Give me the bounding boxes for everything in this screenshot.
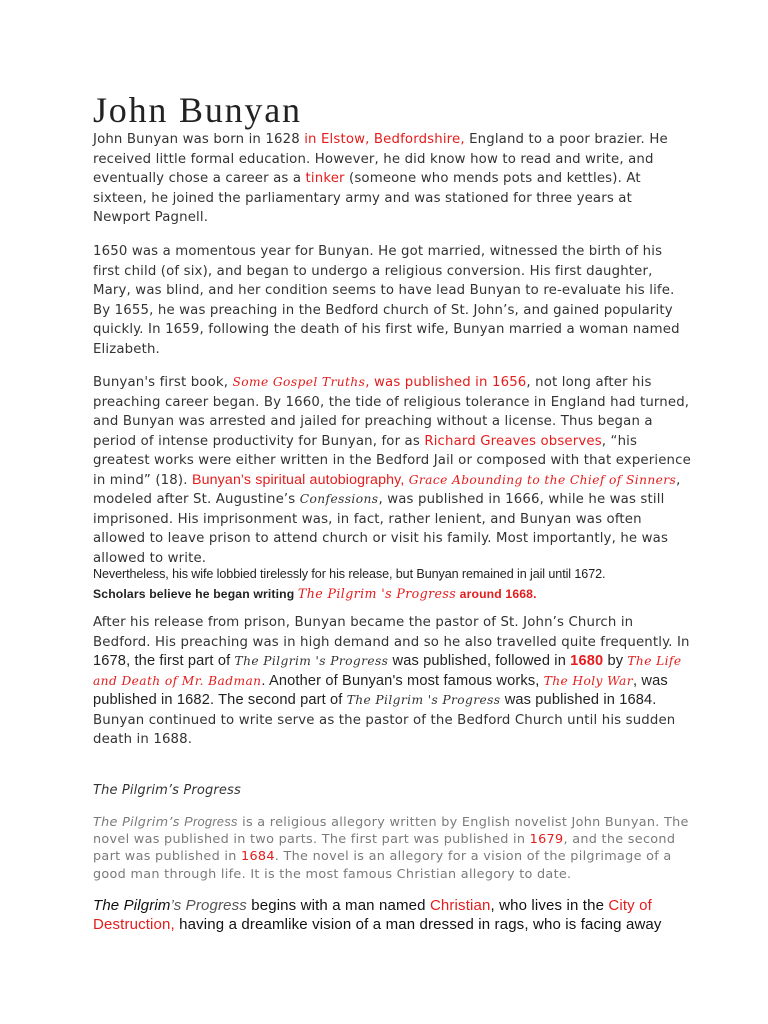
paragraph-1650: 1650 was a momentous year for Bunyan. He got married, witnessed the birth of his first child (of six), and began to undergo a religious conversion. His first daughter, Mary, was blind, and her condition seems to have lead Bunyan to re-evaluate his life. By 1655, he was preaching in the Bedford church of St. John’s, and gained popularity quickly. In 1659, following the death of his first wife, Bunyan married a woman named Elizabeth. — [93, 244, 680, 357]
paragraph-birth — [93, 130, 693, 228]
text-run: , and the second part was published in — [93, 832, 676, 865]
book-title-confessions: Confessions — [299, 492, 379, 506]
book-title-pilgrims-progress: The Pilgrim’s — [93, 815, 185, 830]
term-tinker: tinker — [305, 171, 345, 186]
text-run: was published in 1684. — [500, 692, 657, 708]
text-run: After his release from prison, Bunyan became the pastor of St. John’s Church in Bedford. His preaching was in high demand and so he also travelled quite frequently. In — [93, 615, 690, 650]
text-run: . Another of Bunyan's most famous works, — [261, 672, 544, 689]
text-run: John Bunyan was born in 1628 — [93, 132, 305, 147]
text-run: was published, followed in — [388, 653, 571, 669]
text-run-red: , was published in 1656 — [365, 375, 527, 390]
text-run: , was published in 1666, while he was still imprisoned. His imprisonment was, in fact, rather lenient, and Bunyan was often allowed to leave prison to attend church or visit his family. Most importantly, he was allowed to write. — [93, 492, 669, 566]
book-title-pilgrims-progress: The Pilgrim 's Progress — [297, 586, 457, 601]
book-title-pilgrims-progress: Progress — [184, 814, 238, 829]
page-title: John Bunyan — [93, 90, 302, 130]
text-run: begins with a man named — [246, 897, 430, 914]
book-title-pilgrims-progress: The Pilgrim — [93, 897, 171, 914]
text-run: Bunyan's first book, — [93, 375, 233, 390]
text-run: 1678, the first part of — [93, 653, 235, 669]
book-title-grace-abounding: Grace Abounding to the Chief of Sinners — [404, 472, 677, 487]
paragraph-release-lobby: Nevertheless, his wife lobbied tirelessly for his release, but Bunyan remained in jail until 1672. — [93, 567, 606, 581]
year-1679: 1679 — [529, 832, 564, 848]
text-run: England to a poor brazier. He received little formal education. However, he did know how to read and write, and eventually chose a career as a — [93, 132, 668, 186]
text-run: Scholars believe he began writing — [93, 587, 298, 601]
character-christian: Christian — [429, 897, 491, 914]
section-heading-pilgrims-progress: The Pilgrim’s Progress — [93, 783, 241, 798]
text-run: (someone who mends pots and kettles). At sixteen, he joined the parliamentary army and was stationed for three years at Newport Pagnell. — [93, 171, 641, 225]
book-title-pilgrims-progress: The Pilgrim 's Progress — [234, 654, 389, 668]
text-run: is a religious allegory written by English novelist John Bunyan. The novel was published in two parts. The first part was published in — [93, 815, 689, 848]
text-run: Bunyan continued to write serve as the pastor of the Bedford Church until his sudden death in 1688. — [93, 712, 676, 747]
text-run-red: around 1668. — [456, 587, 537, 601]
book-title-holy-war: The Holy War — [543, 673, 633, 688]
text-run: , modeled after St. Augustine’s — [93, 472, 681, 507]
text-run: , was published in 1682. The second part of — [93, 672, 668, 708]
book-title-pilgrims-progress: ’s Progress — [170, 897, 247, 914]
paragraph-begins — [93, 897, 693, 934]
text-run: having a dreamlike vision of a man dressed in rags, who is facing away — [174, 915, 662, 933]
year-1684: 1684 — [241, 849, 275, 865]
text-run: , not long after his preaching career began. By 1660, the tide of religious tolerance in England had turned, and Bunyan was arrested and jailed for preaching without a license. Thus began a period of intense productivity for Bunyan, for as — [93, 375, 690, 449]
place-city-of-destruction: City of Destruction, — [93, 897, 652, 933]
paragraph-first-book — [93, 373, 693, 568]
text-run: . The novel is an allegory for a vision of the pilgrimage of a good man through life. It is the most famous Christian allegory to date. — [93, 849, 672, 882]
place-link-elstow: in Elstow, Bedfordshire, — [304, 132, 465, 147]
paragraph-scholars — [93, 585, 693, 603]
year-1680: 1680 — [570, 653, 604, 669]
paragraph-allegory — [93, 813, 693, 883]
paragraph-pastor — [93, 613, 693, 750]
author-richard-greaves: Richard Greaves observes — [424, 433, 602, 449]
book-title-mr-badman: The Life and Death of Mr. Badman — [93, 654, 682, 688]
book-title-pilgrims-progress: The Pilgrim 's Progress — [346, 693, 501, 707]
text-run-red: Bunyan's spiritual autobiography, — [191, 471, 405, 488]
text-run: , “his greatest works were either written in the Bedford Jail or composed with that experience in mind” (18). — [93, 433, 691, 488]
text-run: , who lives in the — [490, 897, 609, 914]
book-title-gospel-truths: Some Gospel Truths — [232, 375, 366, 389]
text-run: by — [603, 653, 628, 669]
